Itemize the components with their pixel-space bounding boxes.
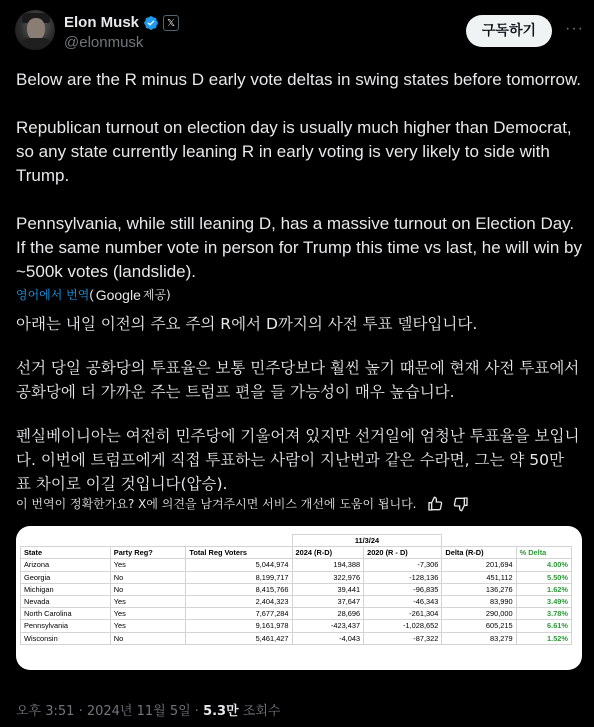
table-cell: No	[110, 571, 186, 583]
feedback-prompt: 이 번역이 정확한가요? X에 의견을 남겨주시면 서비스 개선에 도움이 됩니다.	[16, 497, 417, 511]
google-label: Google	[95, 286, 141, 303]
table-cell: Michigan	[21, 583, 111, 595]
table-cell: 9,161,978	[186, 620, 292, 632]
tweet-header	[15, 10, 584, 54]
table-cell: 3.49%	[516, 595, 571, 607]
author-name[interactable]: Elon Musk	[64, 14, 140, 31]
table-cell: 322,976	[292, 571, 364, 583]
tweet-metadata	[16, 700, 280, 719]
column-header: 2024 (R-D)	[292, 547, 364, 559]
table-cell: North Carolina	[21, 608, 111, 620]
timestamp[interactable]: 오후 3:51 · 2024년 11월 5일 ·	[16, 704, 204, 719]
translated-paragraph: 아래는 내일 이전의 주요 주의 R에서 D까지의 사전 투표 델타입니다.	[16, 315, 478, 333]
column-header: 2020 (R - D)	[364, 547, 442, 559]
column-header: % Delta	[516, 547, 571, 559]
column-header: Party Reg?	[110, 547, 186, 559]
tweet-paragraph: Pennsylvania, while still leaning D, has a massive turnout on Election Day. If the same number vote in person for Trump this time vs last, he will win by ~500k votes (landslide).	[16, 214, 582, 281]
table-cell: 1.52%	[516, 632, 571, 644]
table-row	[21, 595, 572, 607]
table-cell: 6.61%	[516, 620, 571, 632]
translated-paragraph: 펜실베이니아는 여전히 민주당에 기울어져 있지만 선거일에 엄청난 투표율을 보입니다. 이번에 트럼프에게 직접 투표하는 사람이 지난번과 같은 수라면, 그는 약 50만 표 차이로 이길 것입니다(압승).	[16, 427, 580, 493]
table-cell: Yes	[110, 620, 186, 632]
table-cell: No	[110, 583, 186, 595]
table-row	[21, 632, 572, 644]
tweet-paragraph: Republican turnout on election day is usually much higher than Democrat, so any state currently leaning R in early voting is very likely to side with Trump.	[16, 118, 572, 185]
verified-badge-icon	[143, 15, 159, 31]
view-count: 5.3만	[203, 704, 239, 719]
translation-feedback	[16, 495, 469, 512]
column-header: Delta (R-D)	[442, 547, 516, 559]
table-cell: Yes	[110, 559, 186, 571]
table-cell: 136,276	[442, 583, 516, 595]
table-cell: 37,647	[292, 595, 364, 607]
provided-label: 제공)	[142, 288, 171, 302]
table-cell: -96,835	[364, 583, 442, 595]
tweet-paragraph: Below are the R minus D early vote deltas in swing states before tomorrow.	[16, 70, 582, 89]
table-row	[21, 571, 572, 583]
attached-image[interactable]	[16, 526, 582, 670]
table-cell: 5,044,974	[186, 559, 292, 571]
tweet-text	[16, 68, 582, 284]
thumbs-up-icon[interactable]	[427, 496, 443, 512]
translated-paragraph: 선거 당일 공화당의 투표율은 보통 민주당보다 훨씬 높기 때문에 현재 사전 투표에서 공화당에 더 가까운 주는 트럼프 편을 들 가능성이 매우 높습니다.	[16, 359, 580, 401]
table-cell: 2,404,323	[186, 595, 292, 607]
table-cell: -46,343	[364, 595, 442, 607]
table-cell: Yes	[110, 608, 186, 620]
table-cell: 83,990	[442, 595, 516, 607]
table-cell: 5,461,427	[186, 632, 292, 644]
table-cell: 3.78%	[516, 608, 571, 620]
table-row	[21, 583, 572, 595]
author-name-row	[64, 14, 179, 31]
translated-from-link[interactable]: 영어에서 번역	[16, 288, 90, 302]
views-label: 조회수	[238, 704, 281, 719]
table-cell: -261,304	[364, 608, 442, 620]
early-vote-table	[20, 534, 572, 645]
table-cell: -4,043	[292, 632, 364, 644]
avatar[interactable]	[15, 10, 55, 50]
table-cell: Arizona	[21, 559, 111, 571]
x-affiliate-badge-icon: 𝕏	[163, 15, 179, 31]
table-cell: -128,136	[364, 571, 442, 583]
more-options-icon[interactable]: ···	[565, 20, 584, 37]
column-header: Total Reg Voters	[186, 547, 292, 559]
author-handle[interactable]: @elonmusk	[64, 34, 144, 51]
table-cell: No	[110, 632, 186, 644]
attribution-paren: (	[89, 287, 94, 302]
translated-text	[16, 312, 582, 516]
table-cell: 290,000	[442, 608, 516, 620]
table-cell: 39,441	[292, 583, 364, 595]
table-cell: 8,199,717	[186, 571, 292, 583]
table-cell: 7,677,284	[186, 608, 292, 620]
table-row	[21, 608, 572, 620]
table-cell: Georgia	[21, 571, 111, 583]
subscribe-button[interactable]: 구독하기	[466, 15, 552, 47]
table-cell: Yes	[110, 595, 186, 607]
table-cell: 451,112	[442, 571, 516, 583]
table-cell: 4.00%	[516, 559, 571, 571]
column-header: State	[21, 547, 111, 559]
table-header-row	[21, 547, 572, 559]
thumbs-down-icon[interactable]	[453, 496, 469, 512]
table-cell: 28,696	[292, 608, 364, 620]
translation-attribution	[16, 286, 171, 303]
table-row	[21, 620, 572, 632]
table-cell: 201,694	[442, 559, 516, 571]
table-cell: Wisconsin	[21, 632, 111, 644]
table-cell: 1.62%	[516, 583, 571, 595]
table-cell: -7,306	[364, 559, 442, 571]
table-cell: Pennsylvania	[21, 620, 111, 632]
table-cell: 8,415,766	[186, 583, 292, 595]
table-cell: -87,322	[364, 632, 442, 644]
table-cell: -423,437	[292, 620, 364, 632]
table-cell: 83,279	[442, 632, 516, 644]
table-cell: Nevada	[21, 595, 111, 607]
table-cell: 5.50%	[516, 571, 571, 583]
table-cell: -1,028,652	[364, 620, 442, 632]
date-header: 11/3/24	[292, 535, 442, 547]
table-row	[21, 559, 572, 571]
table-cell: 194,388	[292, 559, 364, 571]
table-cell: 605,215	[442, 620, 516, 632]
